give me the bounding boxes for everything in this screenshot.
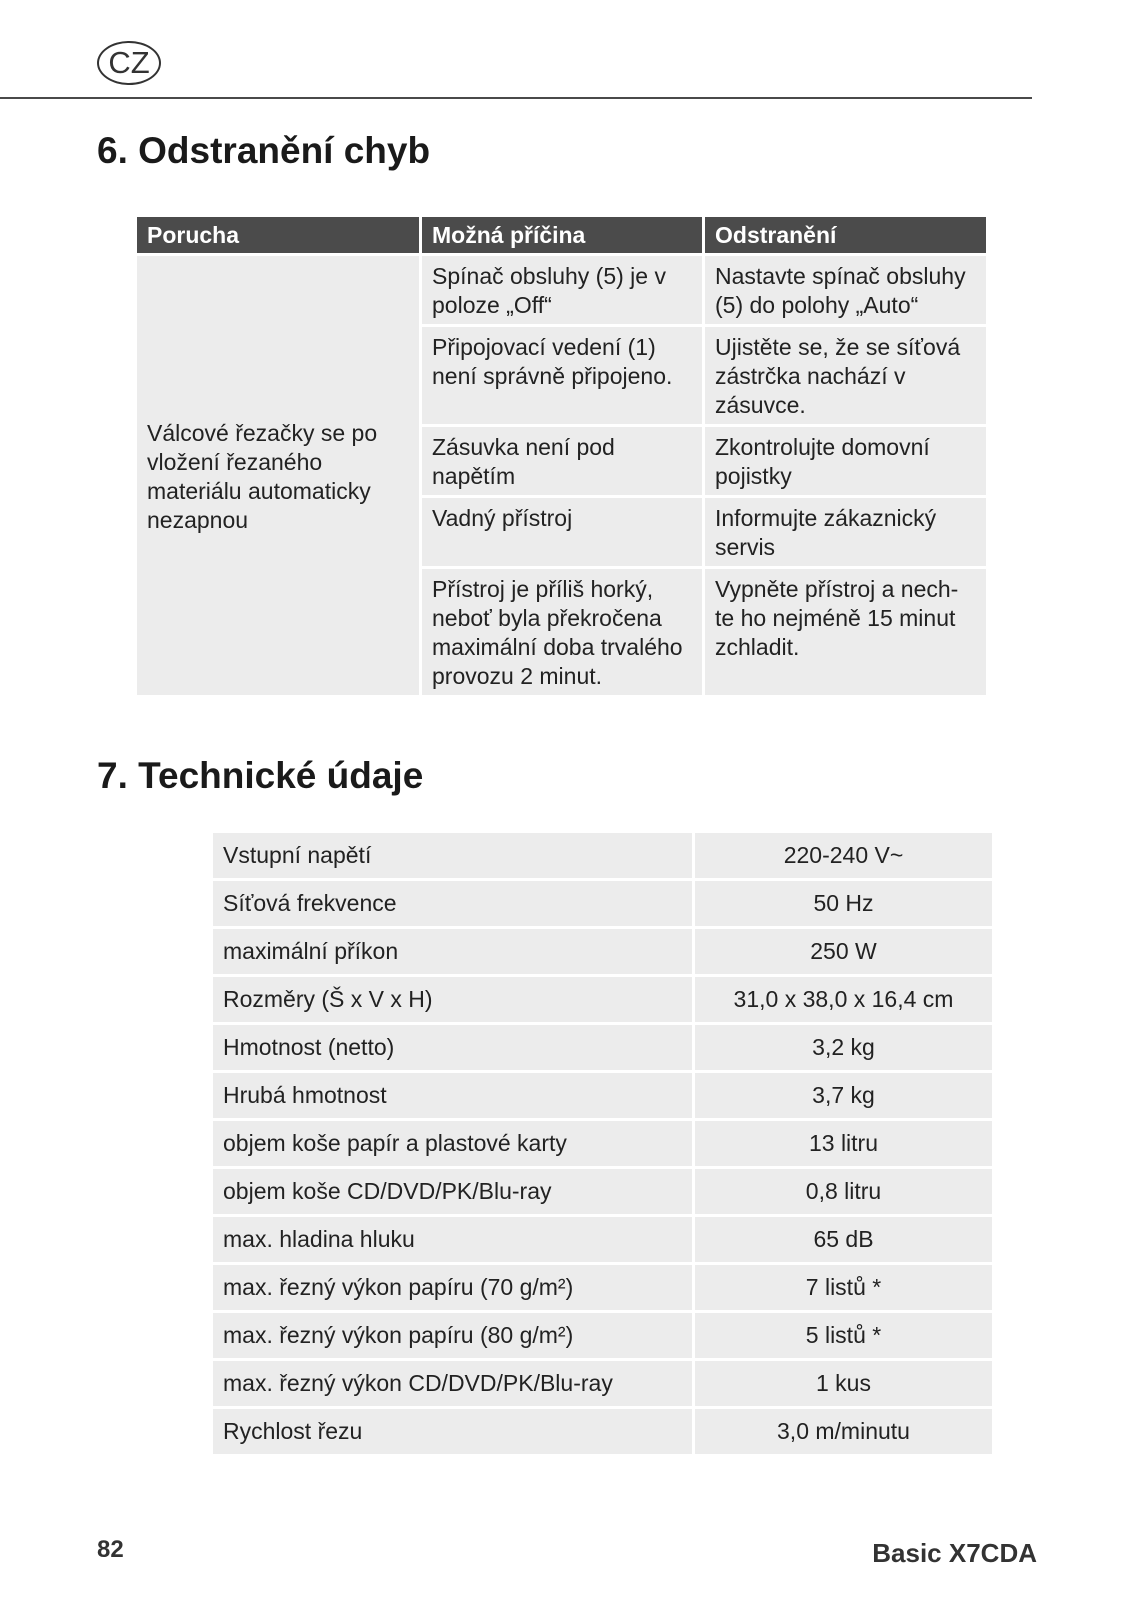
spec-value: 13 litru: [695, 1121, 992, 1166]
spec-value: 31,0 x 38,0 x 16,4 cm: [695, 977, 992, 1022]
spec-label: objem koše CD/DVD/PK/Blu-ray: [213, 1169, 695, 1214]
spec-label: max. hladina hluku: [213, 1217, 695, 1262]
remedy-cell: Vypněte přístroj a nech-te ho nejméně 15 minut zchladit.: [705, 569, 986, 695]
model-name: Basic X7CDA: [872, 1538, 1037, 1568]
spec-value: 250 W: [695, 929, 992, 974]
spec-label: objem koše papír a plastové karty: [213, 1121, 695, 1166]
section-title-troubleshooting: 6. Odstranění chyb: [97, 130, 431, 171]
spec-label: max. řezný výkon CD/DVD/PK/Blu-ray: [213, 1361, 695, 1406]
spec-label: max. řezný výkon papíru (80 g/m²): [213, 1313, 695, 1358]
spec-label: Hrubá hmotnost: [213, 1073, 695, 1118]
spec-value: 5 listů *: [695, 1313, 992, 1358]
cause-cell: Vadný přístroj: [422, 498, 702, 566]
column-header-cause: Možná příčina: [422, 217, 702, 253]
spec-value: 0,8 litru: [695, 1169, 992, 1214]
table-row: [213, 881, 992, 926]
spec-value: 50 Hz: [695, 881, 992, 926]
table-row: [213, 1361, 992, 1406]
spec-value: 1 kus: [695, 1361, 992, 1406]
table-row: [213, 1409, 992, 1454]
table-row: [213, 929, 992, 974]
cause-cell: Zásuvka není pod napětím: [422, 427, 702, 495]
remedy-cell: Nastavte spínač obsluhy (5) do polohy „Auto“: [705, 256, 986, 324]
spec-label: Vstupní napětí: [213, 833, 695, 878]
spec-label: Hmotnost (netto): [213, 1025, 695, 1070]
table-row: [137, 256, 986, 324]
remedy-cell: Informujte zákaznický servis: [705, 498, 986, 566]
table-row: [213, 1121, 992, 1166]
table-header-row: [137, 217, 986, 253]
column-header-fault: Porucha: [137, 217, 419, 253]
language-badge: CZ: [97, 41, 161, 85]
table-row: [213, 1169, 992, 1214]
troubleshooting-table: [134, 214, 989, 698]
table-row: [213, 1265, 992, 1310]
spec-label: Rychlost řezu: [213, 1409, 695, 1454]
section-title-specs: 7. Technické údaje: [97, 755, 424, 796]
spec-label: Síťová frekvence: [213, 881, 695, 926]
table-row: [213, 1025, 992, 1070]
spec-label: max. řezný výkon papíru (70 g/m²): [213, 1265, 695, 1310]
column-header-remedy: Odstranění: [705, 217, 986, 253]
spec-value: 220-240 V~: [695, 833, 992, 878]
table-row: [213, 1313, 992, 1358]
header-rule: [0, 97, 1032, 99]
spec-value: 3,2 kg: [695, 1025, 992, 1070]
spec-value: 3,7 kg: [695, 1073, 992, 1118]
table-row: [213, 1073, 992, 1118]
page-number: 82: [97, 1536, 124, 1563]
cause-cell: Připojovací vedení (1) není správně připojeno.: [422, 327, 702, 424]
remedy-cell: Ujistěte se, že se síťová zástrčka nachází v zásuvce.: [705, 327, 986, 424]
table-row: [213, 833, 992, 878]
cause-cell: Přístroj je příliš horký, neboť byla překročena maximální doba trvalého provozu 2 minut.: [422, 569, 702, 695]
table-row: [213, 1217, 992, 1262]
table-row: [213, 977, 992, 1022]
specs-table: [213, 830, 992, 1457]
spec-value: 3,0 m/minutu: [695, 1409, 992, 1454]
spec-label: maximální příkon: [213, 929, 695, 974]
spec-value: 7 listů *: [695, 1265, 992, 1310]
cause-cell: Spínač obsluhy (5) je v poloze „Off“: [422, 256, 702, 324]
remedy-cell: Zkontrolujte domovní pojistky: [705, 427, 986, 495]
spec-value: 65 dB: [695, 1217, 992, 1262]
fault-description: Válcové řezačky se po vložení řezaného materiálu automaticky nezapnou: [137, 256, 419, 695]
spec-label: Rozměry (Š x V x H): [213, 977, 695, 1022]
